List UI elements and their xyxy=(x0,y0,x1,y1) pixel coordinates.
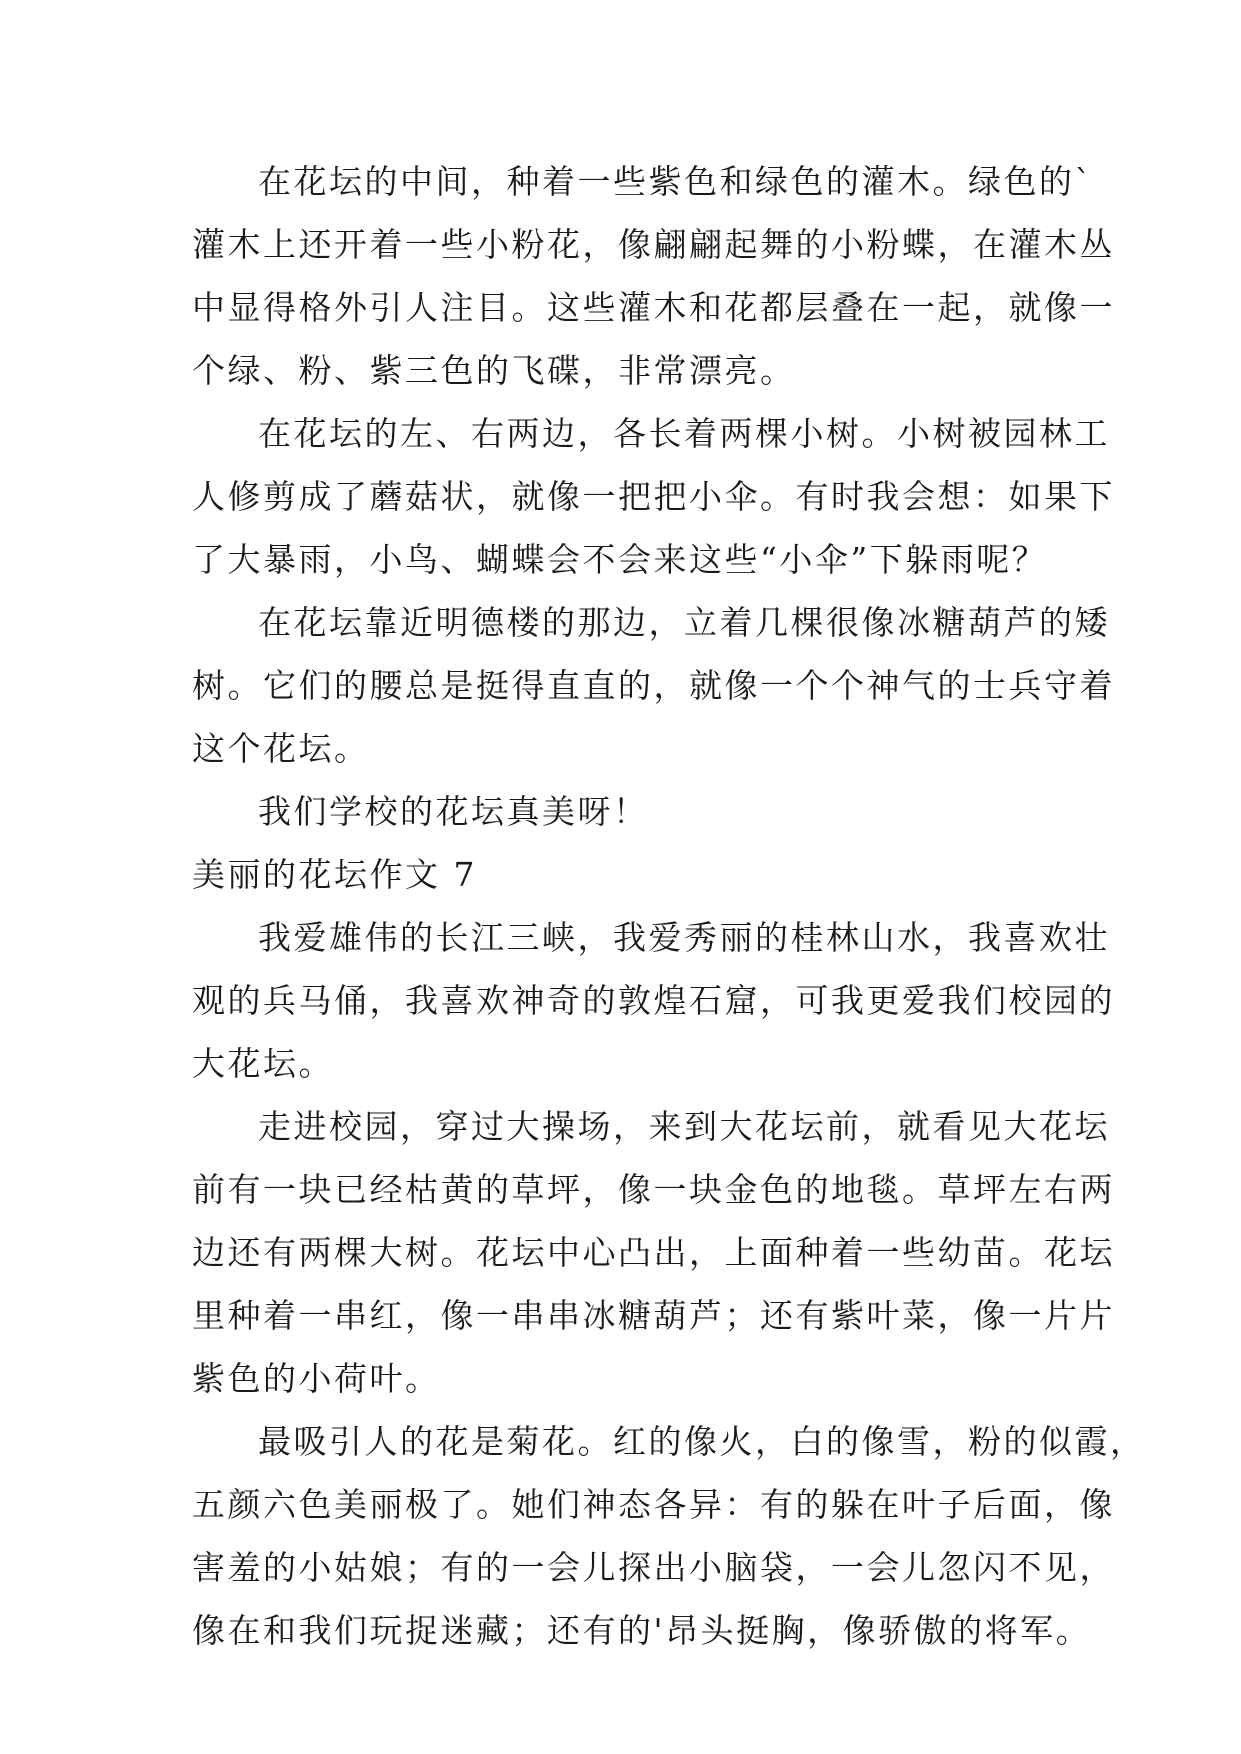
paragraph xyxy=(192,1410,1146,1662)
section-heading xyxy=(192,843,1062,906)
paragraph xyxy=(192,591,1115,780)
text-line: 中显得格外引人注目。这些灌木和花都层叠在一起，就像一 xyxy=(192,288,1115,327)
text-line: 大花坛。 xyxy=(192,1044,334,1083)
text-line: 我们学校的花坛真美呀！ xyxy=(258,792,649,831)
text-line: 前有一块已经枯黄的草坪，像一块金色的地毯。草坪左右两 xyxy=(192,1170,1115,1209)
text-line: 边还有两棵大树。花坛中心凸出，上面种着一些幼苗。花坛 xyxy=(192,1233,1115,1272)
text-line: 走进校园，穿过大操场，来到大花坛前，就看见大花坛 xyxy=(258,1107,1110,1146)
text-line: 树。它们的腰总是挺得直直的，就像一个个神气的士兵守着 xyxy=(192,666,1115,705)
document-body xyxy=(192,150,1146,1662)
paragraph xyxy=(192,402,1115,591)
text-line: 紫色的小荷叶。 xyxy=(192,1359,441,1398)
text-line: 人修剪成了蘑菇状，就像一把把小伞。有时我会想：如果下 xyxy=(192,477,1115,516)
paragraph xyxy=(192,780,1062,843)
text-line: 在花坛的中间，种着一些紫色和绿色的灌木。绿色的` xyxy=(258,162,1094,201)
text-line: 了大暴雨，小鸟、蝴蝶会不会来这些“小伞”下躲雨呢？ xyxy=(192,540,1048,579)
paragraph xyxy=(192,906,1115,1095)
text-line: 里种着一串红，像一串串冰糖葫芦；还有紫叶菜，像一片片 xyxy=(192,1296,1115,1335)
heading-text: 美丽的花坛作文 7 xyxy=(192,855,477,894)
text-line: 个绿、粉、紫三色的飞碟，非常漂亮。 xyxy=(192,351,796,390)
text-line: 五颜六色美丽极了。她们神态各异：有的躲在叶子后面，像 xyxy=(192,1485,1115,1524)
paragraph xyxy=(192,150,1115,402)
text-line: 害羞的小姑娘；有的一会儿探出小脑袋，一会儿忽闪不见， xyxy=(192,1548,1115,1587)
text-line: 观的兵马俑，我喜欢神奇的敦煌石窟，可我更爱我们校园的 xyxy=(192,981,1115,1020)
text-line: 像在和我们玩捉迷藏；还有的'昂头挺胸，像骄傲的将军。 xyxy=(192,1611,1092,1650)
text-line: 在花坛靠近明德楼的那边，立着几棵很像冰糖葫芦的矮 xyxy=(258,603,1110,642)
text-line: 我爱雄伟的长江三峡，我爱秀丽的桂林山水，我喜欢壮 xyxy=(258,918,1110,957)
text-line: 最吸引人的花是菊花。红的像火，白的像雪，粉的似霞， xyxy=(258,1422,1146,1461)
text-line: 灌木上还开着一些小粉花，像翩翩起舞的小粉蝶，在灌木丛 xyxy=(192,225,1115,264)
text-line: 这个花坛。 xyxy=(192,729,370,768)
text-line: 在花坛的左、右两边，各长着两棵小树。小树被园林工 xyxy=(258,414,1110,453)
paragraph xyxy=(192,1095,1115,1410)
